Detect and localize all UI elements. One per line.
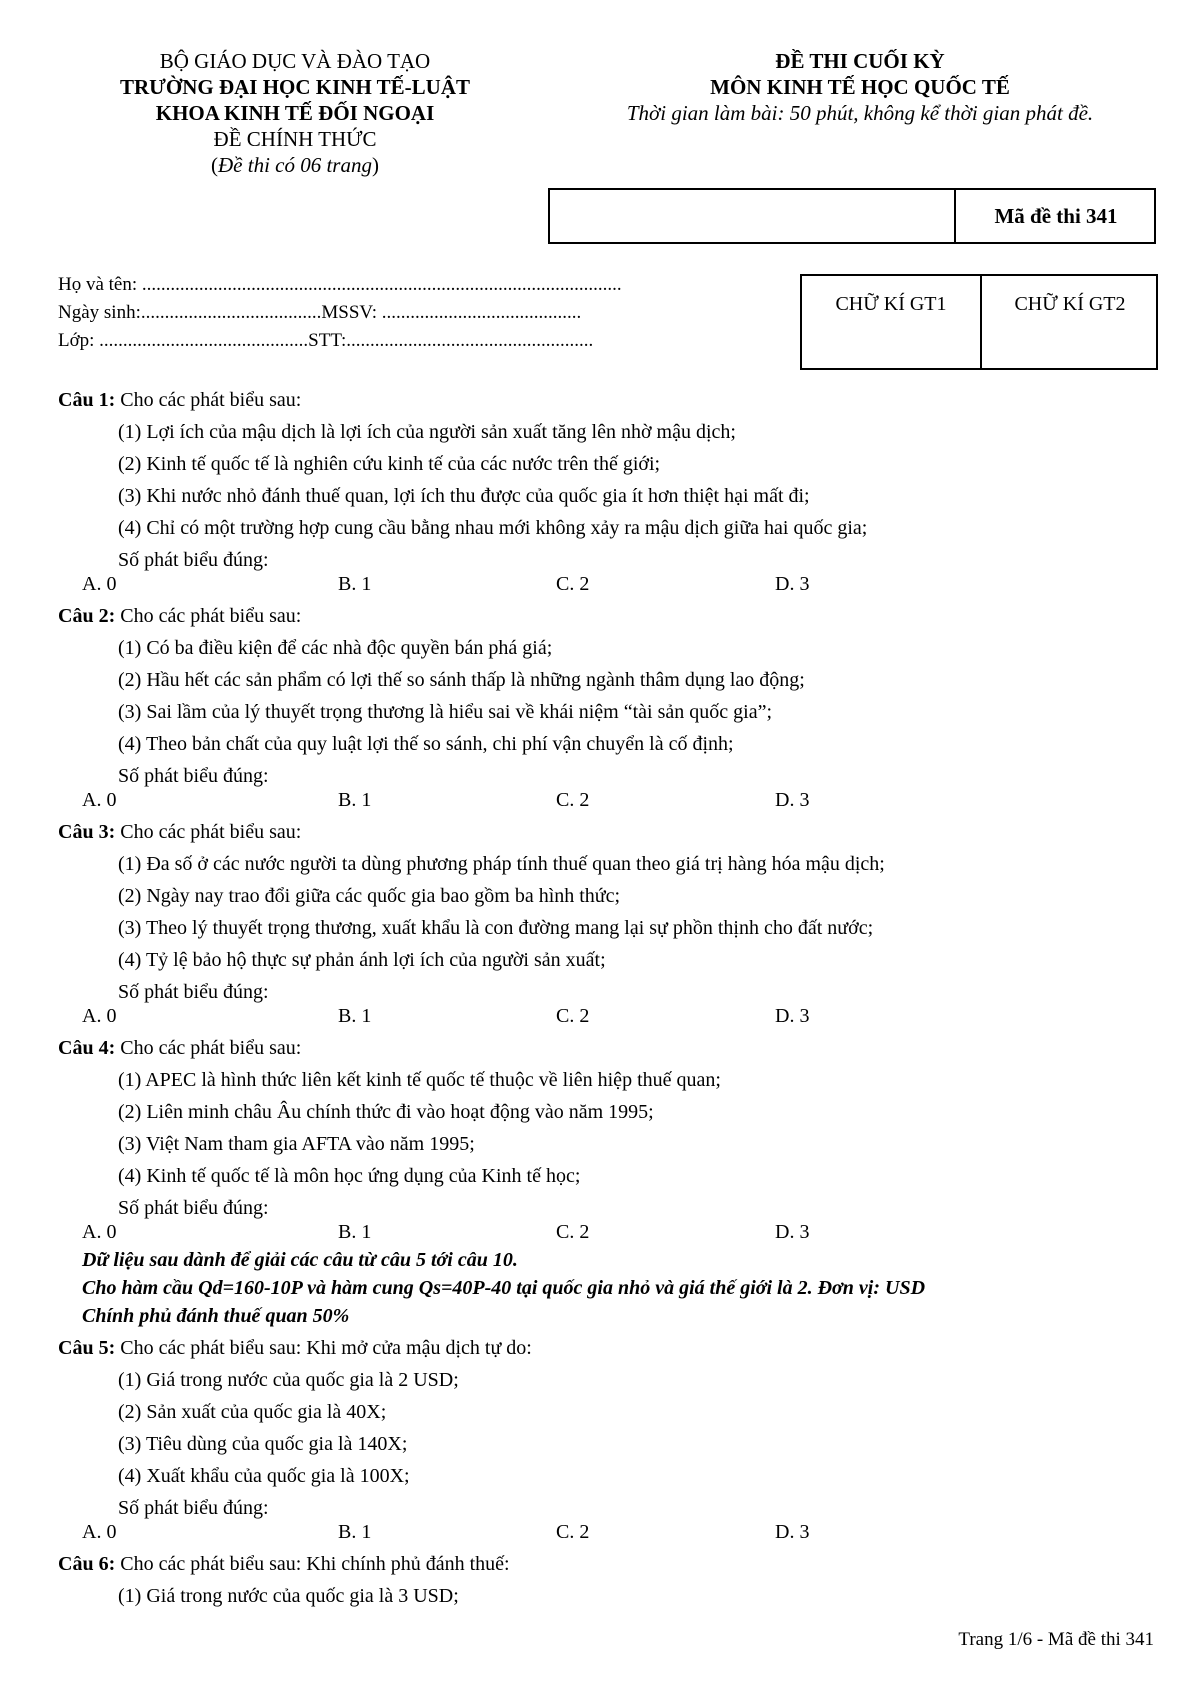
- statement: (1) Đa số ở các nước người ta dùng phương pháp tính thuế quan theo giá trị hàng hóa mậu dịch;: [118, 853, 885, 875]
- question-3: [58, 820, 301, 844]
- option-a[interactable]: A. 0: [82, 1521, 117, 1543]
- question-stem: Cho các phát biểu sau:: [120, 605, 302, 627]
- statement: (3) Khi nước nhỏ đánh thuế quan, lợi ích thu được của quốc gia ít hơn thiệt hại mất đi;: [118, 485, 810, 507]
- statement: (4) Kinh tế quốc tế là môn học ứng dụng của Kinh tế học;: [118, 1165, 581, 1187]
- option-b[interactable]: B. 1: [338, 573, 372, 595]
- subject-name: MÔN KINH TẾ HỌC QUỐC TẾ: [710, 75, 1010, 99]
- statement: (3) Tiêu dùng của quốc gia là 140X;: [118, 1433, 408, 1455]
- student-dob-mssv-field[interactable]: Ngày sinh:......................................MSSV: ..........................................: [58, 302, 582, 323]
- option-c[interactable]: C. 2: [556, 1521, 590, 1543]
- time-limit: Thời gian làm bài: 50 phút, không kể thời gian phát đề.: [626, 101, 1094, 125]
- statement: (1) Giá trong nước của quốc gia là 3 USD;: [118, 1585, 459, 1607]
- option-d[interactable]: D. 3: [775, 789, 810, 811]
- option-c[interactable]: C. 2: [556, 789, 590, 811]
- option-a[interactable]: A. 0: [82, 1221, 117, 1243]
- question-stem: Cho các phát biểu sau: Khi mở cửa mậu dịch tự do:: [120, 1337, 532, 1359]
- statement: (3) Sai lầm của lý thuyết trọng thương là hiểu sai về khái niệm “tài sản quốc gia”;: [118, 701, 773, 723]
- statement: (1) Có ba điều kiện để các nhà độc quyền bán phá giá;: [118, 637, 553, 659]
- question-label: Câu 6:: [58, 1553, 116, 1575]
- option-d[interactable]: D. 3: [775, 1221, 810, 1243]
- statement: (2) Sản xuất của quốc gia là 40X;: [118, 1401, 387, 1423]
- question-label: Câu 4:: [58, 1037, 116, 1059]
- statement: (1) Lợi ích của mậu dịch là lợi ích của người sản xuất tăng lên nhờ mậu dịch;: [118, 421, 736, 443]
- option-c[interactable]: C. 2: [556, 573, 590, 595]
- option-b[interactable]: B. 1: [338, 1005, 372, 1027]
- question-stem: Cho các phát biểu sau:: [120, 1037, 302, 1059]
- statement: (4) Chỉ có một trường hợp cung cầu bằng nhau mới không xảy ra mậu dịch giữa hai quốc gia;: [118, 517, 868, 539]
- exam-code-box: [548, 188, 1156, 244]
- option-c[interactable]: C. 2: [556, 1005, 590, 1027]
- statement: (3) Việt Nam tham gia AFTA vào năm 1995;: [118, 1133, 475, 1155]
- question-5: [58, 1336, 532, 1360]
- statement: (1) Giá trong nước của quốc gia là 2 USD;: [118, 1369, 459, 1391]
- question-6: [58, 1552, 510, 1576]
- question-3-items: [118, 852, 885, 1004]
- option-a[interactable]: A. 0: [82, 789, 117, 811]
- option-b[interactable]: B. 1: [338, 1521, 372, 1543]
- statement: (2) Liên minh châu Âu chính thức đi vào hoạt động vào năm 1995;: [118, 1101, 654, 1123]
- signature-gt1: CHỮ KÍ GT1: [835, 293, 947, 315]
- question-prompt: Số phát biểu đúng:: [118, 1197, 269, 1219]
- official-label: ĐỀ CHÍNH THỨC: [213, 127, 377, 151]
- statement: (2) Ngày nay trao đổi giữa các quốc gia bao gồm ba hình thức;: [118, 885, 621, 907]
- statement: (4) Xuất khẩu của quốc gia là 100X;: [118, 1465, 410, 1487]
- ministry-name: BỘ GIÁO DỤC VÀ ĐÀO TẠO: [159, 49, 431, 73]
- question-1-items: [118, 420, 867, 572]
- option-d[interactable]: D. 3: [775, 573, 810, 595]
- data-note-line: Dữ liệu sau dành để giải các câu từ câu 5 tới câu 10.: [82, 1249, 518, 1271]
- option-c[interactable]: C. 2: [556, 1221, 590, 1243]
- statement: (3) Theo lý thuyết trọng thương, xuất khẩu là con đường mang lại sự phồn thịnh cho đất nước;: [118, 917, 874, 939]
- question-stem: Cho các phát biểu sau:: [120, 389, 302, 411]
- header-right: [560, 48, 1160, 126]
- option-b[interactable]: B. 1: [338, 789, 372, 811]
- student-class-stt-field[interactable]: Lớp: ............................................STT:....................................................: [58, 330, 594, 351]
- exam-title: ĐỀ THI CUỐI KỲ: [775, 49, 945, 73]
- question-5-items: [118, 1368, 459, 1520]
- question-2-items: [118, 636, 805, 788]
- question-stem: Cho các phát biểu sau: Khi chính phủ đánh thuế:: [120, 1553, 510, 1575]
- question-prompt: Số phát biểu đúng:: [118, 549, 269, 571]
- question-4-items: [118, 1068, 721, 1220]
- statement: (4) Theo bản chất của quy luật lợi thế so sánh, chi phí vận chuyển là cố định;: [118, 733, 734, 755]
- data-note-line: Chính phủ đánh thuế quan 50%: [82, 1305, 350, 1327]
- statement: (1) APEC là hình thức liên kết kinh tế quốc tế thuộc về liên hiệp thuế quan;: [118, 1069, 721, 1091]
- header-left: [60, 48, 530, 178]
- statement: (2) Kinh tế quốc tế là nghiên cứu kinh tế của các nước trên thế giới;: [118, 453, 661, 475]
- option-a[interactable]: A. 0: [82, 573, 117, 595]
- university-name: TRƯỜNG ĐẠI HỌC KINH TẾ-LUẬT: [119, 75, 471, 99]
- option-a[interactable]: A. 0: [82, 1005, 117, 1027]
- page-footer: Trang 1/6 - Mã đề thi 341: [958, 1629, 1154, 1650]
- page-count: (Đề thi có 06 trang): [211, 153, 379, 177]
- student-name-field[interactable]: Họ và tên: .....................................................................................................: [58, 274, 622, 295]
- question-label: Câu 5:: [58, 1337, 116, 1359]
- question-label: Câu 2:: [58, 605, 116, 627]
- option-d[interactable]: D. 3: [775, 1005, 810, 1027]
- question-prompt: Số phát biểu đúng:: [118, 981, 269, 1003]
- question-stem: Cho các phát biểu sau:: [120, 821, 302, 843]
- signature-gt2: CHỮ KÍ GT2: [1014, 293, 1126, 315]
- faculty-name: KHOA KINH TẾ ĐỐI NGOẠI: [155, 101, 435, 125]
- exam-code: Mã đề thi 341: [994, 204, 1118, 228]
- statement: (2) Hầu hết các sản phẩm có lợi thế so sánh thấp là những ngành thâm dụng lao động;: [118, 669, 805, 691]
- question-6-items: [118, 1584, 459, 1608]
- signature-divider: [980, 276, 982, 368]
- option-b[interactable]: B. 1: [338, 1221, 372, 1243]
- data-note: [82, 1248, 925, 1332]
- option-d[interactable]: D. 3: [775, 1521, 810, 1543]
- question-4: [58, 1036, 301, 1060]
- question-label: Câu 1:: [58, 389, 116, 411]
- question-prompt: Số phát biểu đúng:: [118, 765, 269, 787]
- statement: (4) Tỷ lệ bảo hộ thực sự phản ánh lợi ích của người sản xuất;: [118, 949, 606, 971]
- data-note-line: Cho hàm cầu Qd=160-10P và hàm cung Qs=40P-40 tại quốc gia nhỏ và giá thế giới là 2. Đơn vị: USD: [82, 1277, 926, 1299]
- question-label: Câu 3:: [58, 821, 116, 843]
- signature-box: [800, 274, 1158, 370]
- question-1: [58, 388, 301, 412]
- question-prompt: Số phát biểu đúng:: [118, 1497, 269, 1519]
- question-2: [58, 604, 301, 628]
